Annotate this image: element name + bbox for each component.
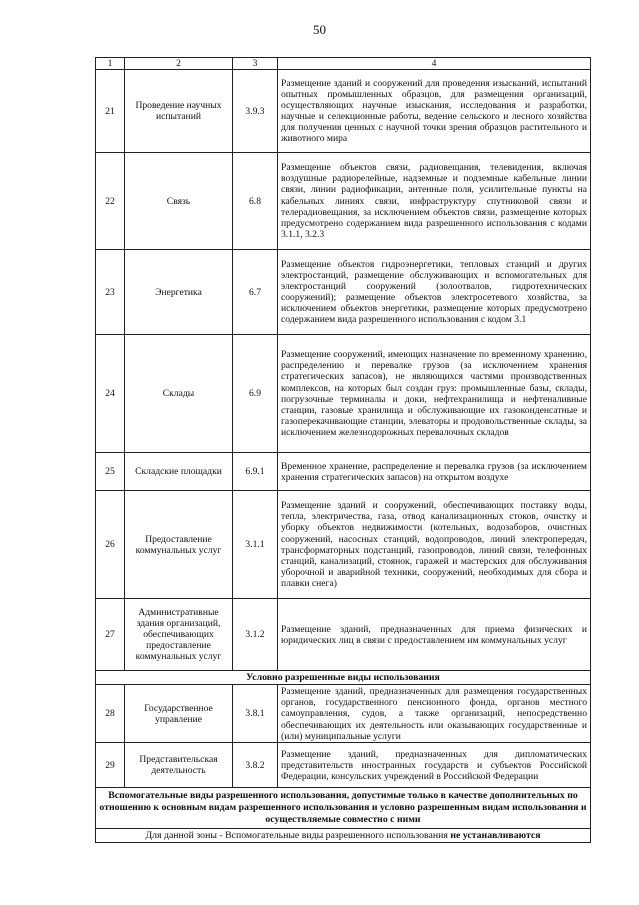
row-number: 25 <box>96 453 125 491</box>
footer-row <box>96 828 591 842</box>
use-type-name: Складские площадки <box>125 453 233 491</box>
header-col-4: 4 <box>278 58 591 70</box>
table-row <box>96 335 591 453</box>
use-type-description: Размещение зданий и сооружений для проведения изысканий, испытаний опытных промышленных образцов, для размещения организаций, осуществляющих научные изыскания, исследования и разработки, научные и селекционные работы, ведение сельского и лесного хозяйства для получения ценных с научной точки зрения образцов растительного и животного мира <box>278 70 591 153</box>
table-row <box>96 685 591 743</box>
use-type-name: Склады <box>125 335 233 453</box>
use-type-code: 3.1.1 <box>233 491 278 599</box>
use-type-code: 6.9.1 <box>233 453 278 491</box>
row-number: 22 <box>96 153 125 250</box>
use-type-code: 6.9 <box>233 335 278 453</box>
row-number: 21 <box>96 70 125 153</box>
use-type-description: Размещение зданий, предназначенных для размещения государственных органов, государственного пенсионного фонда, органов местного самоуправления, судов, а также организаций, непосредственно обеспечивающих их деятельность или оказывающих государственные и (или) муниципальные услуги <box>278 685 591 743</box>
table-row <box>96 153 591 250</box>
use-type-code: 6.8 <box>233 153 278 250</box>
footer-emphasis: не устанавливаются <box>450 829 541 841</box>
section-heading-row <box>96 671 591 685</box>
auxiliary-uses-note <box>96 828 591 842</box>
use-type-description: Размещение объектов связи, радиовещания, телевидения, включая воздушные радиорелейные, надземные и подземные кабельные линии связи, линии радиофикации, антенные поля, усилительные пункты на кабельных линиях связи, инфраструктуру спутниковой связи и телерадиовещания, за исключением объектов связи, размещение которых предусмотрено содержанием вида разрешенного использования с кодами 3.1.1, 3.2.3 <box>278 153 591 250</box>
footer-prefix: Для данной зоны - Вспомогательные виды разрешенного использования <box>145 829 451 841</box>
use-type-description: Размещение сооружений, имеющих назначение по временному хранению, распределению и перевалке грузов (за исключением хранения стратегических запасов), не являющихся частями производственных комплексов, на которых был создан груз: промышленные базы, склады, погрузочные терминалы и доки, нефтехранилища и нефтеналивные станции, газовые хранилища и обслуживающие их газоконденсатные и газоперекачивающие станции, элеваторы и продовольственные склады, за исключением железнодорожных перевалочных складов <box>278 335 591 453</box>
page-number: 50 <box>313 22 326 37</box>
use-type-code: 3.8.2 <box>233 743 278 788</box>
use-type-code: 3.9.3 <box>233 70 278 153</box>
table-header-row <box>96 58 591 70</box>
use-type-description: Размещение зданий, предназначенных для дипломатических представительств иностранных государств и субъектов Российской Федерации, консульских учреждений в Российской Федерации <box>278 743 591 788</box>
table-row <box>96 743 591 788</box>
row-number: 23 <box>96 250 125 335</box>
use-type-name: Связь <box>125 153 233 250</box>
row-number: 29 <box>96 743 125 788</box>
table-row <box>96 70 591 153</box>
row-number: 27 <box>96 599 125 671</box>
header-col-1: 1 <box>96 58 125 70</box>
row-number: 28 <box>96 685 125 743</box>
land-use-table <box>95 57 591 843</box>
auxiliary-uses-heading: Вспомогательные виды разрешенного использования, допустимые только в качестве дополнительных по отношению к основным видам разрешенного использования и условно разрешенным видам использования и осуществляемые совместно с ними <box>96 788 591 828</box>
section-heading-conditional: Условно разрешенные виды использования <box>96 671 591 685</box>
use-type-code: 3.8.1 <box>233 685 278 743</box>
use-type-name: Проведение научных испытаний <box>125 70 233 153</box>
use-type-description: Временное хранение, распределение и перевалка грузов (за исключением хранения стратегических запасов) на открытом воздухе <box>278 453 591 491</box>
use-type-description: Размещение зданий, предназначенных для приема физических и юридических лиц в связи с предоставлением им коммунальных услуг <box>278 599 591 671</box>
auxiliary-heading-row <box>96 788 591 828</box>
use-type-name: Предоставление коммунальных услуг <box>125 491 233 599</box>
use-type-description: Размещение объектов гидроэнергетики, тепловых станций и других электростанций, размещение обслуживающих и вспомогательных для электростанций сооружений (золоотвалов, гидротехнических сооружений); размещение объектов электросетевого хозяйства, за исключением объектов энергетики, размещение которых предусмотрено содержанием вида разрешенного использования с кодом 3.1 <box>278 250 591 335</box>
use-type-code: 6.7 <box>233 250 278 335</box>
header-col-2: 2 <box>125 58 233 70</box>
use-type-name: Административные здания организаций, обеспечивающих предоставление коммунальных услуг <box>125 599 233 671</box>
header-col-3: 3 <box>233 58 278 70</box>
use-type-code: 3.1.2 <box>233 599 278 671</box>
table-row <box>96 491 591 599</box>
table-row <box>96 599 591 671</box>
row-number: 24 <box>96 335 125 453</box>
use-type-name: Государственное управление <box>125 685 233 743</box>
use-type-name: Энергетика <box>125 250 233 335</box>
table-row <box>96 250 591 335</box>
use-type-name: Представительская деятельность <box>125 743 233 788</box>
row-number: 26 <box>96 491 125 599</box>
table-row <box>96 453 591 491</box>
use-type-description: Размещение зданий и сооружений, обеспечивающих поставку воды, тепла, электричества, газа, отвод канализационных стоков, очистку и уборку объектов недвижимости (котельных, водозаборов, очистных сооружений, насосных станций, водопроводов, линий электропередач, трансформаторных подстанций, газопроводов, линий связи, телефонных станций, канализаций, стоянок, гаражей и мастерских для обслуживания уборочной и аварийной техники, сооружений, необходимых для сбора и плавки снега) <box>278 491 591 599</box>
